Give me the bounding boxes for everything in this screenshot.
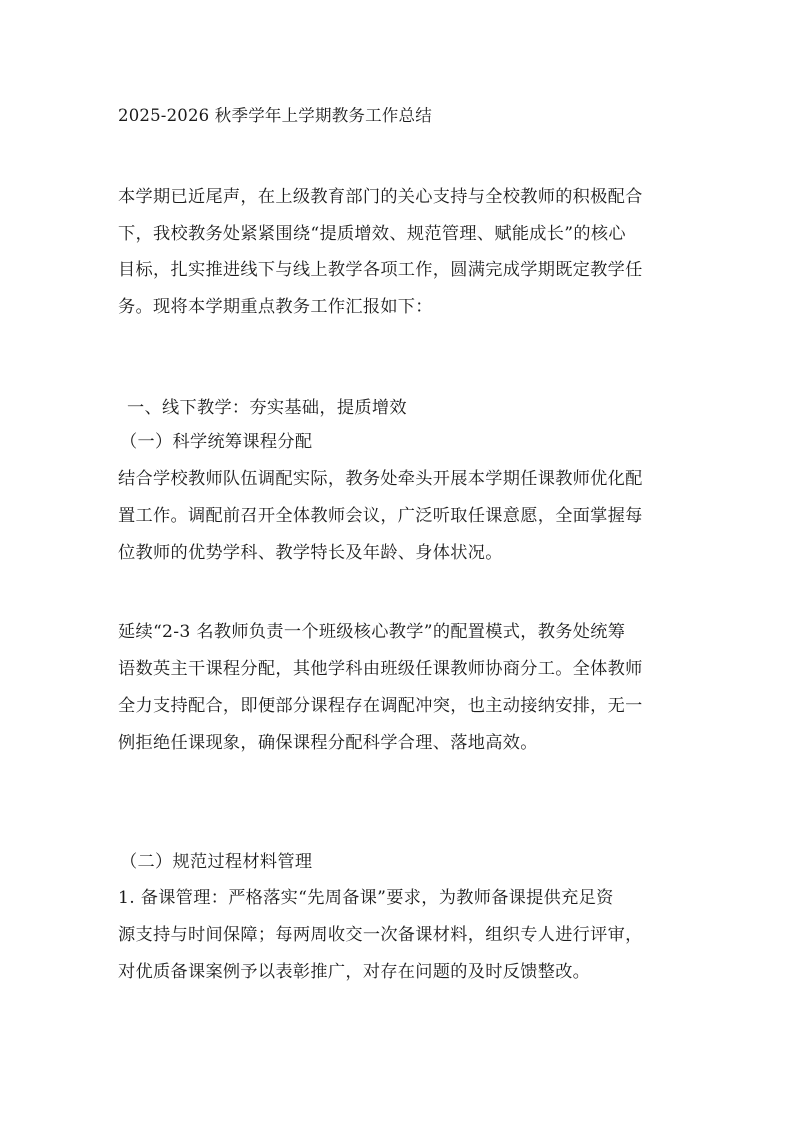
intro-line-3: 目标，扎实推进线下与线上教学各项工作，圆满完成学期既定教学任 [118,260,643,280]
sub2-item1-line-2: 源支持与时间保障；每两周收交一次备课材料，组织专人进行评审， [118,925,643,945]
intro-line-1: 本学期已近尾声，在上级教育部门的关心支持与全校教师的积极配合 [118,187,643,207]
intro-line-2: 下，我校教务处紧紧围绕“提质增效、规范管理、赋能成长”的核心 [118,224,626,244]
sub1-para2-line-3: 全力支持配合，即便部分课程存在调配冲突，也主动接纳安排，无一 [118,696,643,716]
document-title: 2025-2026 秋季学年上学期教务工作总结 [118,106,432,125]
sub1-para2-line-4: 例拒绝任课现象，确保课程分配科学合理、落地高效。 [118,733,538,753]
subsection-2-heading: （二）规范过程材料管理 [120,852,313,872]
sub1-para1-line-3: 位教师的优势学科、教学特长及年龄、身体状况。 [118,543,503,563]
sub1-para2-line-1: 延续“2-3 名教师负责一个班级核心教学”的配置模式，教务处统筹 [118,622,626,642]
sub1-para1-line-2: 置工作。调配前召开全体教师会议，广泛听取任课意愿，全面掌握每 [118,506,643,526]
sub1-para1-line-1: 结合学校教师队伍调配实际，教务处牵头开展本学期任课教师优化配 [118,469,643,489]
intro-line-4: 务。现将本学期重点教务工作汇报如下： [118,297,433,317]
sub2-item1-line-1: 1. 备课管理：严格落实“先周备课”要求，为教师备课提供充足资 [118,888,614,908]
sub1-para2-line-2: 语数英主干课程分配，其他学科由班级任课教师协商分工。全体教师 [118,659,643,679]
subsection-1-heading: （一）科学统筹课程分配 [120,432,313,452]
section-1-heading: 一、线下教学：夯实基础，提质增效 [127,398,407,418]
sub2-item1-line-3: 对优质备课案例予以表彰推广，对存在问题的及时反馈整改。 [118,962,591,982]
